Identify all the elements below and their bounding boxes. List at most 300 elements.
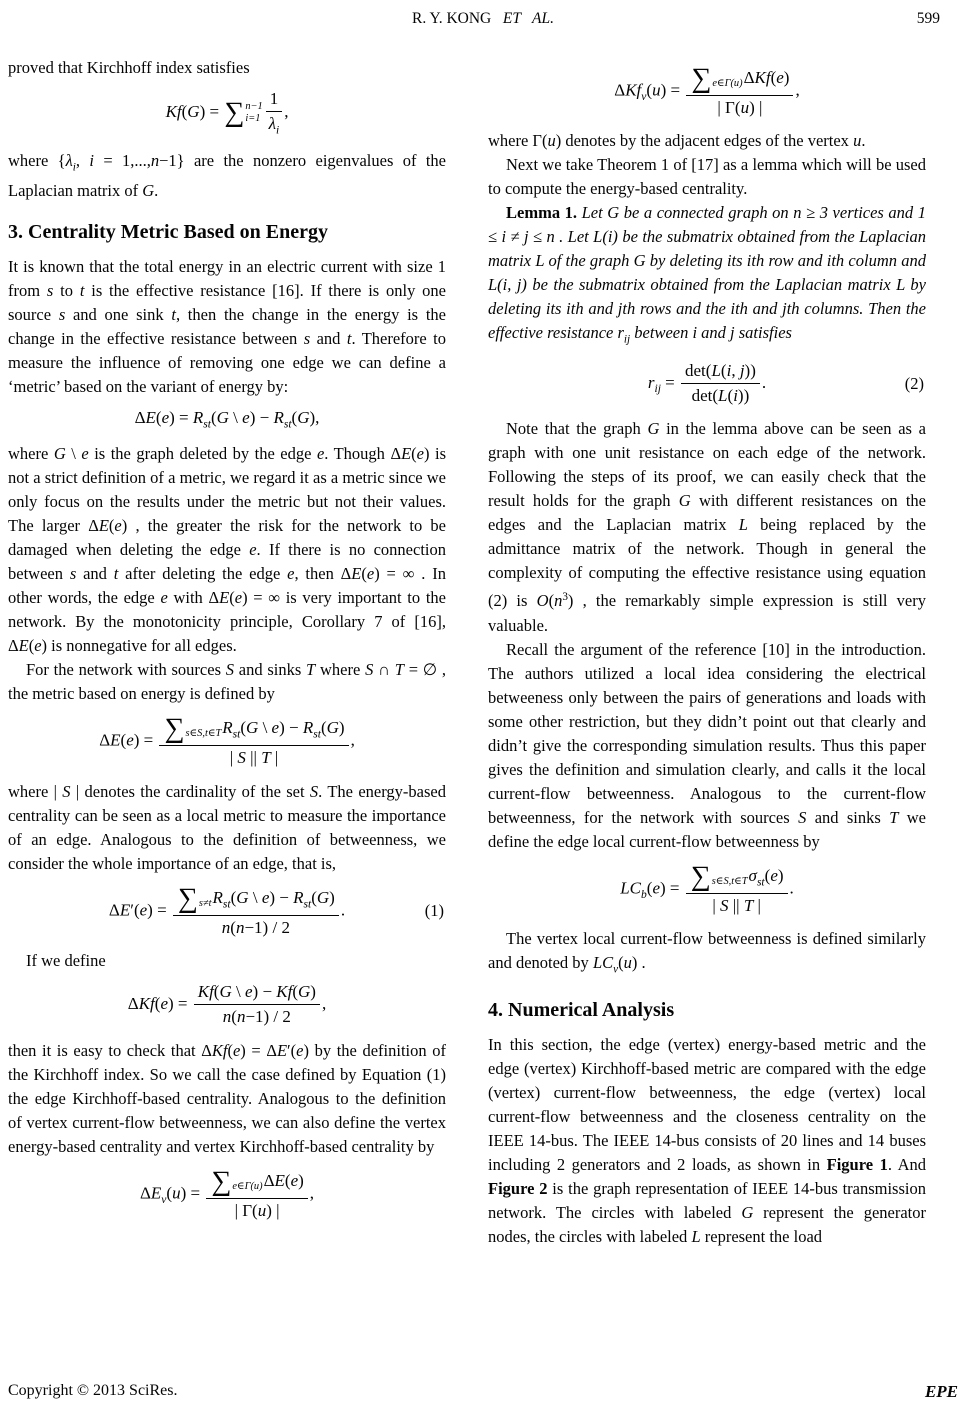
text-run: . <box>761 372 767 392</box>
text-run: ) = ∞ <box>374 564 415 584</box>
paragraph <box>488 153 926 201</box>
text-run: | <box>753 895 761 915</box>
equation-body <box>620 860 794 916</box>
text-run: \ <box>248 887 262 907</box>
text-run: e <box>776 67 784 87</box>
text-run: e <box>234 588 243 608</box>
text-run: ( <box>154 993 161 1013</box>
text-run: . <box>789 878 794 898</box>
journal-abbreviation: EPE <box>924 1382 958 1401</box>
text-run: ( <box>770 67 777 87</box>
text-run: ( <box>213 982 220 1002</box>
equation-body <box>99 715 355 768</box>
text-run: where { <box>8 150 66 170</box>
text-run: T <box>889 807 899 827</box>
text-run: E <box>110 730 121 750</box>
text-run: ( <box>311 887 317 907</box>
equation <box>8 89 446 138</box>
text-run: and one sink <box>65 304 172 324</box>
summation-limits <box>712 78 742 90</box>
text-run: 3 <box>562 591 568 604</box>
text-run: and <box>310 328 347 348</box>
text-run: Δ <box>614 80 626 100</box>
fraction-numerator <box>686 860 788 894</box>
text-run: The vertex local current-flow betweenness is defined similarly and denoted by <box>488 929 926 973</box>
text-run: ( <box>181 102 188 122</box>
text-run: ( <box>229 588 235 608</box>
summation-limits <box>185 728 221 740</box>
text-run: It is known that the total energy in an electric current with size 1 from <box>8 256 446 300</box>
section-heading: 4. Numerical Analysis <box>488 999 675 1022</box>
text-run: ( <box>284 1170 291 1190</box>
text-run: G <box>246 718 259 738</box>
text-run: E <box>274 1170 285 1190</box>
text-run: Kf <box>197 982 214 1002</box>
fraction-denominator <box>266 112 283 137</box>
fraction-numerator <box>266 89 283 112</box>
text-run: R <box>293 887 304 907</box>
text-run: G <box>53 444 66 464</box>
text-run: ) <box>310 982 316 1002</box>
text-run: e <box>296 1040 304 1060</box>
text-run: det( <box>691 386 719 406</box>
text-run: R <box>302 718 314 738</box>
text-run: st <box>303 896 312 910</box>
left-column <box>8 56 446 1249</box>
text-run: . In other words, the edge <box>8 564 446 608</box>
text-run: G <box>297 407 310 427</box>
fraction-numerator <box>206 1165 307 1199</box>
text-run: e <box>232 1040 241 1060</box>
fraction <box>194 982 320 1028</box>
text-run: e <box>81 444 89 464</box>
text-run: n <box>222 1007 232 1027</box>
text-run: v <box>641 90 647 104</box>
page-number: 599 <box>916 10 940 27</box>
text-run: ) = <box>660 878 684 898</box>
text-run: ) = <box>199 102 224 122</box>
text-run: )) <box>737 386 750 406</box>
text-run: proved that Kirchhoff index satisfies <box>8 58 250 77</box>
text-run: is not a strict definition of a metric, we regard it as a metric since we only focus on the results under the metric but not their values. The larger <box>8 444 446 536</box>
fraction <box>206 1165 307 1221</box>
text-run: then it is easy to check that <box>8 1040 202 1060</box>
text-run: Kf <box>276 982 293 1002</box>
text-run: ) = <box>147 900 171 920</box>
text-run: ij <box>623 333 631 346</box>
text-run: Recall the argument of the reference [10] in the introduction. The authors utilized a local idea considering the electrical betweeness only between the pairs of generations and loads with some other restriction, but they didn’t point out that clearly and didn’t give the corresponding simulation results. Thus this paper gives the definition and simulation clearly, and calls it the local current-flow betweenness. Analogous to the current-flow betweenness, for the network with sources <box>488 639 926 827</box>
copyright-notice: Copyright © 2013 SciRes. <box>8 1382 178 1399</box>
text-run: st <box>203 417 211 431</box>
text-run: G <box>187 102 200 122</box>
running-head-authors: R. Y. KONG <box>412 10 496 27</box>
text-run: u <box>853 131 862 151</box>
text-run: E <box>18 636 29 656</box>
text-run: , then <box>294 564 341 584</box>
text-run: ) <box>298 1170 304 1190</box>
fraction-numerator <box>686 65 793 96</box>
text-run: e <box>770 865 778 885</box>
text-run: −1} are the nonzero eigenvalues of the Laplacian matrix of <box>8 150 447 200</box>
text-run: Δ <box>743 67 755 87</box>
text-run: ) <box>338 718 345 738</box>
text-run: n <box>221 917 231 937</box>
equation-body <box>139 1165 315 1221</box>
text-run: | <box>270 748 279 768</box>
text-run: L <box>711 360 721 380</box>
text-run: ( <box>361 564 367 584</box>
text-run: , <box>731 360 740 380</box>
equation-body <box>166 89 289 138</box>
text-run: e <box>139 900 148 920</box>
text-run: | <box>712 895 720 915</box>
text-run: || <box>728 895 744 915</box>
text-run: ) <box>121 516 128 536</box>
text-run: G <box>316 887 330 907</box>
paragraph <box>488 417 926 637</box>
equation-number: (1) <box>424 901 444 921</box>
fraction <box>159 715 348 768</box>
text-run: u <box>547 131 556 151</box>
text-run: ( <box>108 516 115 536</box>
text-run: we define the edge local current-flow betweenness by <box>488 807 927 851</box>
text-run: ) denotes by the adjacent edges of the vertex <box>555 131 854 151</box>
text-run: Kf <box>138 993 155 1013</box>
text-run: where <box>315 660 366 680</box>
page-footer <box>8 1382 958 1402</box>
fraction-numerator <box>194 982 320 1005</box>
fraction-denominator <box>681 384 760 406</box>
text-run: Δ <box>127 993 139 1013</box>
text-run: ) <box>783 67 790 87</box>
text-run: L <box>738 515 748 535</box>
fraction-denominator <box>686 894 788 916</box>
text-run: ( <box>764 865 771 885</box>
text-run: e <box>366 564 375 584</box>
text-run: ) <box>329 887 335 907</box>
text-run: , <box>795 80 800 100</box>
text-run: ( <box>155 407 162 427</box>
summation-lower-limit: e∈Γ(u) <box>712 78 743 90</box>
text-run: r <box>647 372 655 392</box>
text-run: E <box>150 1183 162 1203</box>
paragraph <box>8 255 446 399</box>
text-run: e <box>652 878 661 898</box>
text-run: = <box>660 372 679 392</box>
text-run: Kf <box>754 67 771 87</box>
text-run: ) = <box>660 80 685 100</box>
equation-body <box>648 361 766 407</box>
text-run: t <box>113 564 119 584</box>
paragraph <box>8 1039 446 1159</box>
text-run: Δ <box>134 407 146 427</box>
text-run: is the graph representation of IEEE 14-bus transmission network. The circles with labeled <box>488 1179 926 1223</box>
text-run: between i and j satisfies <box>630 323 792 343</box>
text-run: e <box>316 444 325 464</box>
summation-lower-limit: e∈Γ(u) <box>232 1181 263 1193</box>
equation <box>8 982 446 1028</box>
text-run: S <box>237 748 246 768</box>
summation-lower-limit: s∈S,t∈T <box>711 875 748 887</box>
equation-body <box>135 408 320 431</box>
paragraph <box>488 638 926 854</box>
equation <box>8 715 446 768</box>
text-run: i <box>276 123 280 137</box>
fraction-denominator <box>173 916 339 938</box>
text-run: e <box>416 444 424 464</box>
text-run: If we define <box>26 951 106 971</box>
text-run: Note that the graph <box>506 419 648 439</box>
text-run: −1) / 2 <box>244 917 290 937</box>
text-run: || <box>245 748 262 768</box>
text-run: e <box>244 982 253 1002</box>
text-run: b <box>641 887 647 901</box>
fraction-denominator <box>206 1199 307 1221</box>
fraction-denominator <box>686 96 793 118</box>
summation-symbol <box>690 860 748 892</box>
text-run: ( <box>320 718 327 738</box>
text-run: i <box>726 360 732 380</box>
sigma-glyph: ∑ <box>224 97 245 129</box>
summation-symbol <box>177 882 212 914</box>
text-run: G <box>236 887 249 907</box>
text-run: G <box>142 180 155 200</box>
text-run: , <box>309 1183 315 1203</box>
text-run: by the definition of the Kirchhoff index. So we call the case defined by Equation (1) the edge Kirchhoff-based centrality. Analogous to the definition of vertex current-flow betweenness, we can also define the vertex energy-based centrality and vertex Kirchhoff-based centrality by <box>8 1040 446 1156</box>
text-run: ( <box>166 1183 173 1203</box>
text-run: G <box>216 407 229 427</box>
text-run: Next we take Theorem 1 of [17] as a lemma which will be used to compute the energy-based centrality. <box>488 155 926 199</box>
text-run: \ <box>231 982 245 1002</box>
text-run: ( <box>231 1007 237 1027</box>
text-run: ) <box>41 636 48 656</box>
text-run: ) <box>777 865 784 885</box>
text-run: Δ <box>201 1040 212 1060</box>
paragraph <box>8 780 446 876</box>
text-run: σ <box>748 865 757 885</box>
equation <box>8 1165 446 1221</box>
text-run: e <box>34 636 42 656</box>
text-run: S <box>309 781 319 801</box>
text-run: L <box>718 386 728 406</box>
text-run: ( <box>28 636 35 656</box>
text-run: being replaced by the admittance matrix of the network. Though in general the complexity of computing the effective resistance using equation (2) is <box>488 515 926 611</box>
text-run: . <box>861 131 866 151</box>
summation-limits <box>232 1181 262 1193</box>
text-run: S <box>225 660 235 680</box>
paragraph <box>8 658 446 706</box>
text-run: G <box>326 718 339 738</box>
summation-symbol <box>211 1165 263 1197</box>
equation-number: (2) <box>904 373 924 393</box>
text-run: ( <box>227 1040 233 1060</box>
paragraph <box>488 927 926 981</box>
sigma-glyph: ∑ <box>177 882 198 914</box>
text-run: . If there is no connection between <box>8 540 447 584</box>
text-run: ) <box>303 1040 309 1060</box>
text-run: S <box>798 807 807 827</box>
text-run: R <box>212 887 223 907</box>
text-run: ) . <box>631 953 646 973</box>
text-run: Kf <box>625 80 642 100</box>
text-run: in the lemma above can be seen as a graph with one unit resistance on each edge of the network. Following the steps of its proof, we can easily check that the result holds for the graph <box>488 419 926 511</box>
text-run: E <box>98 516 109 536</box>
text-run: n <box>236 1007 246 1027</box>
text-run: e <box>160 993 168 1013</box>
text-run: R <box>273 407 284 427</box>
fraction <box>681 361 760 407</box>
text-run: ) − <box>269 887 294 907</box>
summation-limits <box>245 101 262 126</box>
text-run: In this section, the edge (vertex) energy-based metric and the edge (vertex) Kirchhoff-based metric are compared with the edge (vertex) current-flow betweenness, the edge (vertex) local current-flow betweenness and the closeness centrality on the IEEE 14-bus. The IEEE 14-bus consists of 20 lines and 14 buses including 2 generators and 2 loads, as shown in <box>488 1035 926 1175</box>
text-run: where | <box>8 781 63 801</box>
text-run: ′( <box>287 1040 297 1060</box>
equation <box>8 408 446 431</box>
text-run: LC <box>592 953 614 973</box>
text-run: i <box>72 160 76 173</box>
equation-body <box>128 982 326 1028</box>
text-run: . Though <box>324 444 391 464</box>
text-run: e <box>114 516 122 536</box>
text-run: and sinks <box>234 660 307 680</box>
fraction <box>686 860 788 916</box>
text-run: ( <box>720 360 727 380</box>
text-run: s <box>58 304 66 324</box>
text-run: , <box>350 730 355 750</box>
text-run: , <box>321 993 327 1013</box>
text-run: u <box>623 953 632 973</box>
text-run: v <box>161 1192 167 1206</box>
text-run: e <box>290 1170 299 1190</box>
text-run: Figure 1 <box>826 1155 888 1175</box>
text-run: is nonnegative for all edges. <box>47 636 237 656</box>
text-run: G <box>298 982 311 1002</box>
summation-lower-limit: s≠t <box>198 897 212 909</box>
text-run: i <box>89 150 94 170</box>
paragraph <box>488 1033 926 1249</box>
equation <box>488 361 926 407</box>
text-run: t <box>79 280 85 300</box>
text-run: st <box>232 727 241 741</box>
fraction <box>266 89 283 138</box>
text-run: where <box>8 444 54 464</box>
text-run: ) = <box>180 1183 205 1203</box>
text-run: ( <box>646 878 653 898</box>
text-run: \ <box>65 444 82 464</box>
text-run: Figure 2 <box>488 1179 548 1199</box>
text-run: . <box>340 900 346 920</box>
text-run: u <box>257 1200 267 1220</box>
text-run: ( <box>210 407 217 427</box>
text-run: T <box>261 748 271 768</box>
text-run: E <box>276 1040 288 1060</box>
text-run: , the greater the risk for the network to be damaged when deleting the edge <box>8 516 446 560</box>
summation-symbol <box>224 99 262 127</box>
text-run: u <box>652 80 661 100</box>
sigma-glyph: ∑ <box>691 63 712 94</box>
text-run: Δ <box>390 444 402 464</box>
fraction <box>686 65 793 118</box>
text-run: 1 <box>269 89 279 108</box>
summation-symbol <box>164 715 221 743</box>
sigma-glyph: ∑ <box>164 713 185 745</box>
text-run: Δ <box>8 636 19 656</box>
text-run: S <box>62 781 71 801</box>
text-run: is the graph deleted by the edge <box>88 444 317 464</box>
text-run: Kf <box>165 102 182 122</box>
text-run: λ <box>268 114 277 134</box>
text-run: st <box>222 896 231 910</box>
text-run: represent the load <box>700 1227 823 1247</box>
text-run: i <box>733 386 738 406</box>
paragraph <box>8 442 446 658</box>
text-run: λ <box>65 150 73 170</box>
text-run: ( <box>120 730 127 750</box>
right-column <box>488 56 926 1249</box>
summation-limits <box>712 876 748 888</box>
text-run: )) <box>744 360 756 380</box>
summation-symbol <box>691 65 742 93</box>
text-run: −1) / 2 <box>245 1007 291 1027</box>
page-header <box>8 10 958 32</box>
equation <box>8 882 446 938</box>
text-run: ) = Δ <box>240 1040 277 1060</box>
text-run: . Therefore to measure the influence of removing one edge we can define a ‘metric’ based on the variant of energy by: <box>8 328 446 396</box>
text-run: ( <box>240 718 247 738</box>
text-run: e <box>242 407 250 427</box>
text-run: ( <box>292 982 299 1002</box>
text-run: n <box>235 917 245 937</box>
text-run: ) <box>423 444 430 464</box>
sigma-glyph: ∑ <box>690 860 711 892</box>
text-run: ′( <box>130 900 140 920</box>
equation-body <box>108 882 346 938</box>
paragraph <box>8 56 446 80</box>
running-head-etal: ET AL. <box>495 10 554 27</box>
text-run: T <box>394 660 404 680</box>
text-run: ( <box>727 386 734 406</box>
sigma-glyph: ∑ <box>211 1165 232 1197</box>
text-run: R <box>222 718 233 738</box>
summation-limits <box>199 898 212 910</box>
two-column-body <box>8 56 958 1249</box>
text-run: Δ <box>139 1183 151 1203</box>
equation-body <box>614 65 799 118</box>
text-run: . <box>154 180 159 200</box>
paragraph <box>488 201 926 351</box>
summation-lower-limit: i=1 <box>245 113 261 125</box>
text-run: st <box>313 727 321 741</box>
summation-lower-limit: s∈S,t∈T <box>185 728 222 740</box>
text-run: Kf <box>211 1040 228 1060</box>
text-run: | Γ( <box>234 1200 258 1220</box>
section-heading: 3. Centrality Metric Based on Energy <box>8 220 328 243</box>
text-run: G <box>219 982 232 1002</box>
text-run: st <box>283 417 292 431</box>
text-run: G <box>678 491 691 511</box>
fraction-numerator <box>681 361 760 384</box>
text-run: E <box>401 444 412 464</box>
text-run: E <box>219 588 230 608</box>
text-run: G <box>647 419 660 439</box>
text-run: = 1,..., <box>93 150 151 170</box>
text-run: ) − <box>279 718 303 738</box>
text-run: ) = <box>167 993 192 1013</box>
text-run: Δ <box>99 730 111 750</box>
text-run: t <box>346 328 352 348</box>
text-run: ) − <box>252 982 277 1002</box>
text-run: , <box>75 150 90 170</box>
